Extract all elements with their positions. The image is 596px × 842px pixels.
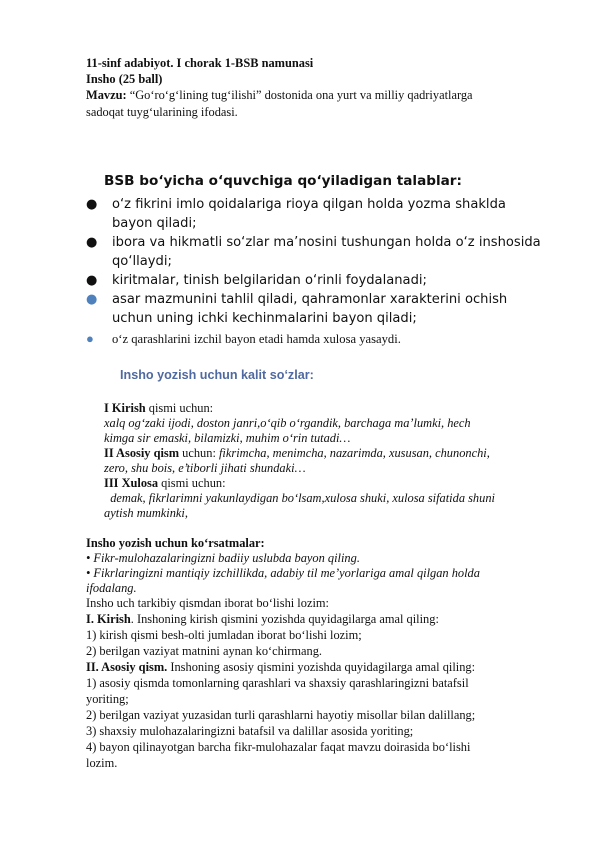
- asosiy-guidance-text: Inshoning asosiy qismini yozishda quyidagilarga amal qiling:: [167, 660, 476, 674]
- bullet-icon: ●: [86, 292, 98, 307]
- requirement-text: kiritmalar, tinish belgilaridan o‘rinli foydalanadi;: [112, 273, 427, 288]
- guidance-parts: Insho uch tarkibiy qismdan iborat bo‘lishi lozim:: [86, 596, 329, 610]
- requirement-text-cont: bayon qiladi;: [112, 216, 197, 231]
- kirish-guidance-heading: [86, 612, 439, 627]
- guidance-bullet-2-cont: ifodalang.: [86, 581, 137, 595]
- xulosa-keywords-cont: aytish mumkinki,: [104, 506, 188, 520]
- asosiy-keywords: fikrimcha, menimcha, nazarimda, xususan, chunonchi,: [218, 446, 490, 460]
- guidance-title: Insho yozish uchun ko‘rsatmalar:: [86, 536, 265, 550]
- kirish-heading: [104, 401, 213, 416]
- kirish-keywords-cont: kimga sir emaski, bilamizki, muhim o‘rin tutadi…: [104, 431, 351, 445]
- bullet-icon: ●: [86, 197, 98, 212]
- requirement-text: o‘z qarashlarini izchil bayon etadi hamda xulosa yasaydi.: [112, 332, 401, 346]
- xulosa-keywords: demak, fikrlarimni yakunlaydigan bo‘lsam,xulosa shuki, xulosa sifatida shuni: [104, 491, 495, 505]
- doc-subtitle: Insho (25 ball): [86, 72, 163, 86]
- requirement-item: [84, 271, 564, 290]
- requirement-text: o‘z fikrini imlo qoidalariga rioya qilgan holda yozma shaklda: [112, 197, 506, 212]
- bullet-icon: ●: [86, 331, 94, 346]
- kirish-suffix: qismi uchun:: [145, 401, 214, 415]
- kirish-rule-1: 1) kirish qismi besh-olti jumladan iborat bo‘lishi lozim;: [86, 628, 362, 642]
- asosiy-rule-2: 2) berilgan vaziyat yuzasidan turli qarashlarni hayotiy misollar bilan dalillang;: [86, 708, 476, 722]
- asosiy-heading: [104, 446, 490, 461]
- asosiy-rule-4: 4) bayon qilinayotgan barcha fikr-mulohazalar faqat mavzu doirasida bo‘lishi: [86, 740, 471, 754]
- requirement-text: ibora va hikmatli so‘zlar ma’nosini tushungan holda o‘z inshosida: [112, 235, 541, 250]
- xulosa-heading: [104, 476, 226, 491]
- requirement-item: [84, 233, 564, 271]
- kirish-guidance-label: I. Kirish: [86, 612, 131, 626]
- keywords-title: Insho yozish uchun kalit so‘zlar:: [120, 368, 314, 382]
- asosiy-suffix: uchun:: [179, 446, 219, 460]
- mavzu-text: “Go‘ro‘g‘lining tug‘ilishi” dostonida ona yurt va milliy qadriyatlarga: [129, 88, 473, 102]
- requirement-item: [84, 331, 564, 347]
- mavzu-text-cont: sadoqat tuyg‘ularining ifodasi.: [86, 105, 238, 119]
- kirish-keywords: xalq og‘zaki ijodi, doston janri,o‘qib o‘rgandik, barchaga ma’lumki, hech: [104, 416, 471, 430]
- mavzu-line: [86, 88, 566, 103]
- requirement-text-cont: qo‘llaydi;: [112, 254, 172, 269]
- bullet-icon: ●: [86, 273, 98, 288]
- requirements-list: [84, 195, 564, 347]
- asosiy-keywords-cont: zero, shu bois, e’tiborli jihati shundaki…: [104, 461, 306, 475]
- requirement-item: [84, 195, 564, 233]
- xulosa-suffix: qismi uchun:: [158, 476, 226, 490]
- asosiy-label: II Asosiy qism: [104, 446, 180, 460]
- asosiy-guidance-label: II. Asosiy qism.: [86, 660, 168, 674]
- mavzu-label: Mavzu:: [86, 88, 130, 102]
- requirement-text-cont: uchun uning ichki kechinmalarini bayon qiladi;: [112, 311, 417, 326]
- xulosa-label: III Xulosa: [104, 476, 159, 490]
- doc-title: 11-sinf adabiyot. I chorak 1-BSB namunasi: [86, 56, 314, 70]
- requirement-text: asar mazmunini tahlil qiladi, qahramonlar xarakterini ochish: [112, 292, 508, 307]
- asosiy-rule-3: 3) shaxsiy mulohazalaringizni batafsil va dalillar asosida yoriting;: [86, 724, 414, 738]
- kirish-rule-2: 2) berilgan vaziyat matnini aynan ko‘chirmang.: [86, 644, 323, 658]
- bullet-icon: ●: [86, 235, 98, 250]
- guidance-bullet-2: • Fikrlaringizni mantiqiy izchillikda, adabiy til me’yorlariga amal qilgan holda: [86, 566, 480, 580]
- requirements-title: BSB bo‘yicha o‘quvchiga qo‘yiladigan talablar:: [104, 173, 462, 189]
- kirish-guidance-text: . Inshoning kirish qismini yozishda quyidagilarga amal qiling:: [130, 612, 439, 626]
- asosiy-guidance-heading: [86, 660, 475, 675]
- asosiy-rule-1: 1) asosiy qismda tomonlarning qarashlari va shaxsiy qarashlaringizni batafsil: [86, 676, 469, 690]
- guidance-bullet-1: • Fikr-mulohazalaringizni badiiy uslubda bayon qiling.: [86, 551, 360, 565]
- requirement-item: [84, 290, 564, 328]
- asosiy-rule-1-cont: yoriting;: [86, 692, 129, 706]
- kirish-label: I Kirish: [104, 401, 146, 415]
- asosiy-rule-4-cont: lozim.: [86, 756, 118, 770]
